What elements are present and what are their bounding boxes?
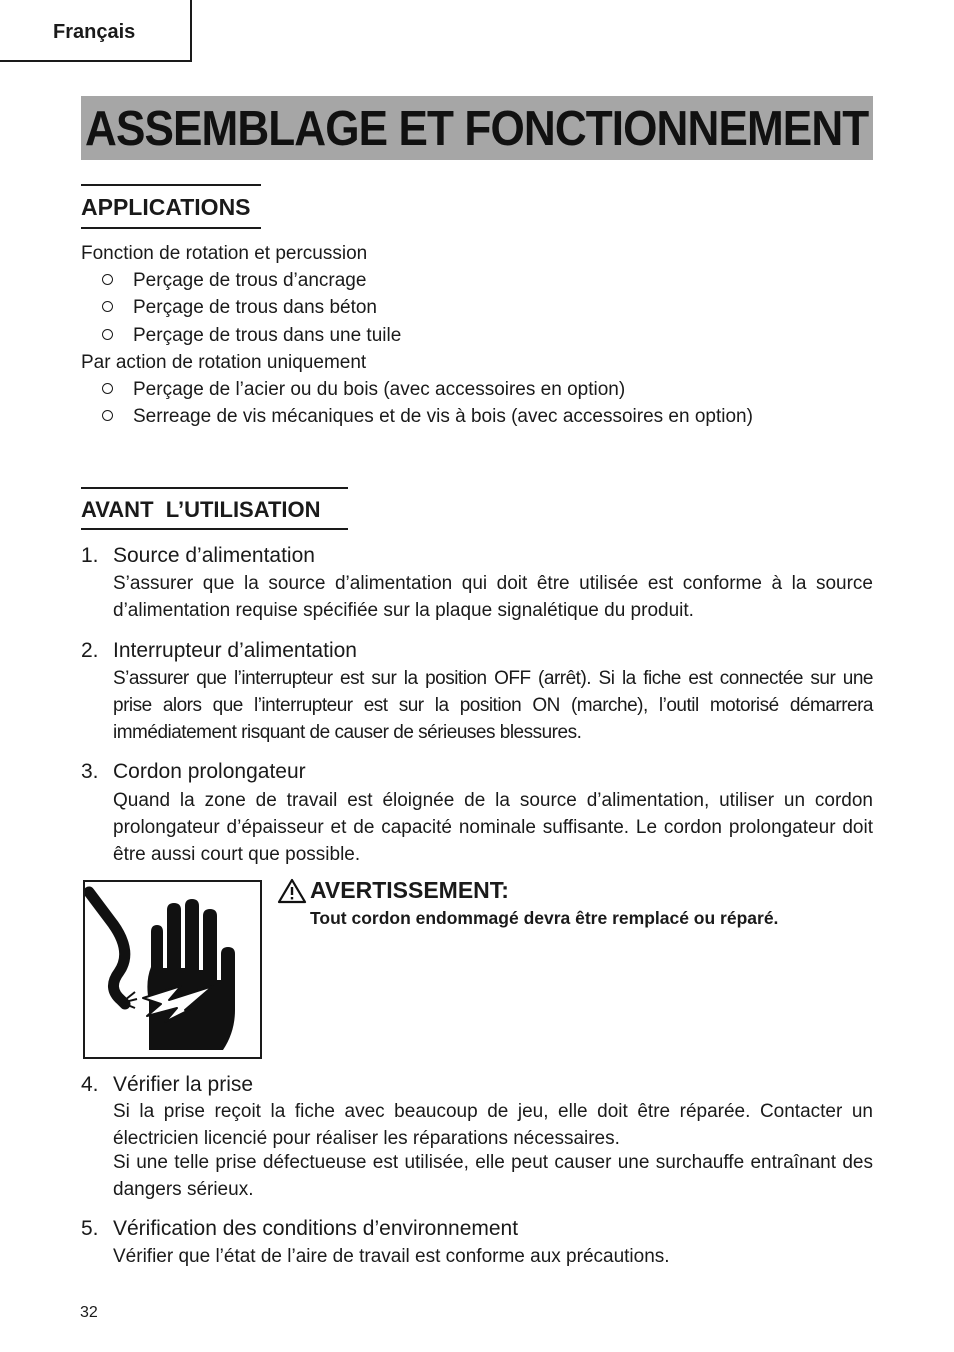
circle-bullet-icon <box>102 274 113 285</box>
group-label-rotation-only: Par action de rotation uniquement <box>81 352 367 373</box>
warning-text: Tout cordon endommagé devra être remplacé ou réparé. <box>310 908 779 928</box>
language-tab <box>0 0 192 62</box>
warning-heading-text: AVERTISSEMENT: <box>310 877 509 903</box>
group-label-rotation-percussion: Fonction de rotation et percussion <box>81 243 368 264</box>
electric-shock-hand-icon <box>83 880 262 1059</box>
language-label: Français <box>53 21 136 43</box>
circle-bullet-icon <box>102 410 113 421</box>
circle-bullet-icon <box>102 383 113 394</box>
paragraph: Si la prise reçoit la fiche avec beaucoup de jeu, elle doit être réparée. Contacter un électricien licencié pour réaliser les réparations nécessaires. <box>113 1101 873 1149</box>
circle-bullet-icon <box>102 301 113 312</box>
paragraph: Vérifier que l’état de l’aire de travail est conforme aux précautions. <box>113 1246 670 1267</box>
warning-triangle-icon <box>277 878 307 904</box>
paragraph: S’assurer que la source d’alimentation qui doit être utilisée est conforme à la source d’alimentation requise spécifiée sur la plaque signalétique du produit. <box>113 573 873 621</box>
section-heading-avant-utilisation: AVANT L’UTILISATION <box>81 487 348 530</box>
paragraph: Si une telle prise défectueuse est utilisée, elle peut causer une surchauffe entraînant des dangers sérieux. <box>113 1152 873 1200</box>
page-number: 32 <box>80 1304 98 1321</box>
section-heading-applications: APPLICATIONS <box>81 184 261 229</box>
paragraph: S’assurer que l’interrupteur est sur la position OFF (arrêt). Si la fiche est connectée sur une prise alors que l’interrupteur est sur la position ON (marche), l’outil motorisé démarrera immédiatement risquant de causer de sérieuses blessures. <box>113 668 873 743</box>
page-title: ASSEMBLAGE ET FONCTIONNEMENT <box>85 102 869 156</box>
circle-bullet-icon <box>102 329 113 340</box>
paragraph: Quand la zone de travail est éloignée de la source d’alimentation, utiliser un cordon prolongateur d’épaisseur et de capacité nominale suffisante. Le cordon prolongateur doit être aussi court que possible. <box>113 790 873 865</box>
page-title-banner <box>81 96 873 160</box>
